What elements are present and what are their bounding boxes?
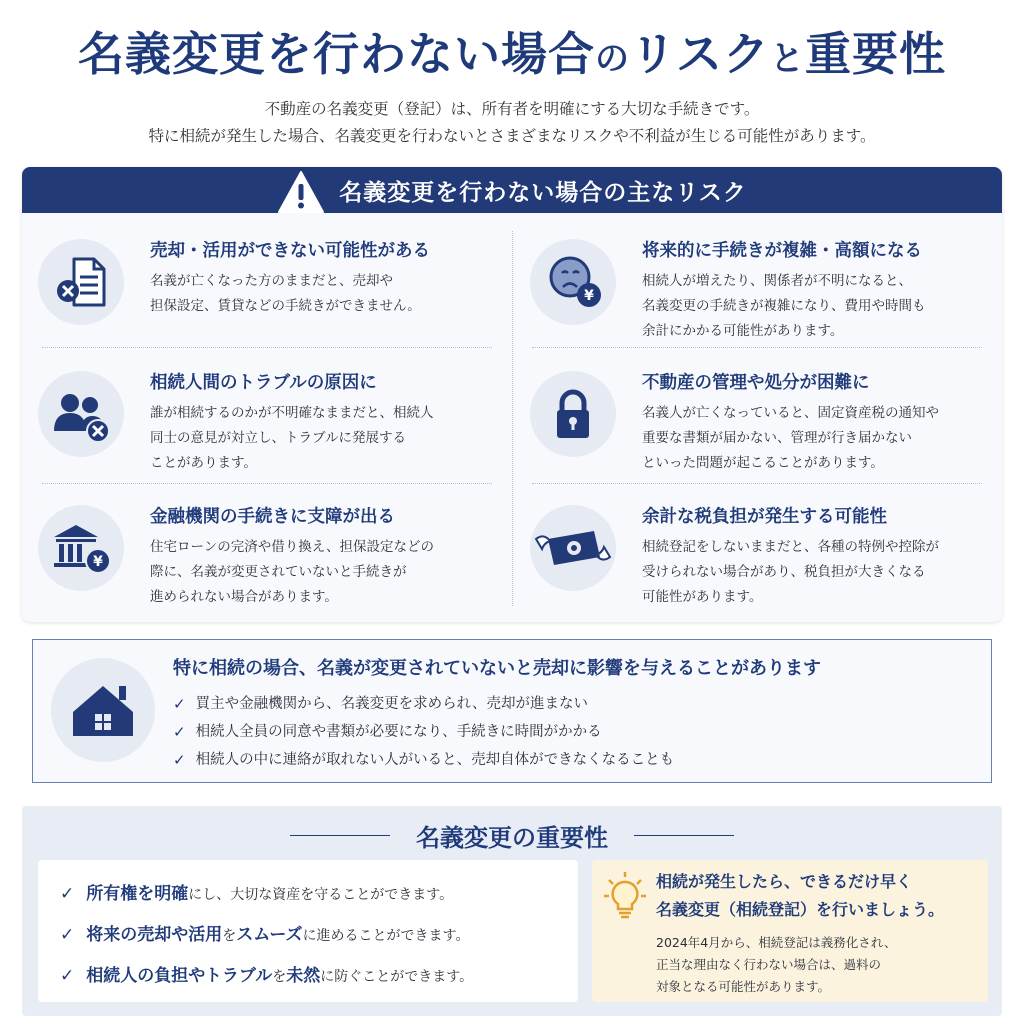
check-icon: ✓ <box>173 751 186 769</box>
risk-item-title: 金融機関の手続きに支障が出る <box>150 507 395 527</box>
point-text: を <box>222 928 237 944</box>
list-item <box>173 690 674 718</box>
title-particle: の <box>594 39 630 79</box>
lightbulb-icon <box>602 870 648 920</box>
house-icon-circle <box>51 658 155 762</box>
svg-text:¥: ¥ <box>584 288 594 304</box>
importance-panel <box>22 806 1002 1016</box>
registration-callout <box>592 860 988 1002</box>
list-item-text: 買主や金融機関から、名義変更を求められ、売却が進まない <box>195 696 588 712</box>
house-icon <box>51 658 155 762</box>
inheritance-list <box>173 690 674 774</box>
flying-money-icon <box>530 505 616 591</box>
risk-icon-circle <box>38 239 124 325</box>
risk-item-title: 売却・活用ができない可能性がある <box>150 241 430 261</box>
risk-item-title: 相続人間のトラブルの原因に <box>150 373 377 393</box>
list-item <box>60 874 473 915</box>
risk-item-text: 名義人が亡くなっていると、固定資産税の通知や 重要な書類が届かない、管理が行き届かない といった問題が起こることがあります。 <box>642 405 939 471</box>
list-item <box>60 915 473 956</box>
risk-item <box>22 365 492 490</box>
importance-heading: 名義変更の重要性 <box>416 823 608 852</box>
point-emphasis: 所有権を明確 <box>86 884 189 904</box>
importance-title <box>22 818 1002 853</box>
intro-line: 特に相続が発生した場合、名義変更を行わないとさまざまなリスクや不利益が生じる可能性があります。 <box>148 127 876 145</box>
page-title <box>0 18 1024 84</box>
bank-yen-icon <box>38 505 124 591</box>
inheritance-note-box <box>32 639 992 783</box>
risk-item-title: 将来的に手続きが複雑・高額になる <box>642 241 922 261</box>
check-icon: ✓ <box>60 884 75 904</box>
intro-text <box>0 96 1024 150</box>
risk-item-text: 相続人が増えたり、関係者が不明になると、 名義変更の手続きが複雑になり、費用や時間も 余計にかかる可能性があります。 <box>642 273 926 339</box>
risk-item <box>514 365 984 490</box>
risk-heading-bar <box>22 167 1002 213</box>
risk-icon-circle <box>38 505 124 591</box>
risk-item <box>22 499 492 622</box>
risk-icon-circle <box>530 239 616 325</box>
risk-item <box>514 233 984 358</box>
risk-icon-circle <box>38 371 124 457</box>
risk-icon-circle <box>530 371 616 457</box>
list-item <box>173 746 674 774</box>
check-icon: ✓ <box>173 723 186 741</box>
list-item-text: 相続人の中に連絡が取れない人がいると、売却自体ができなくなることも <box>195 752 675 768</box>
list-item-text: 相続人全員の同意や書類が必要になり、手続きに時間がかかる <box>195 724 602 740</box>
importance-points-card <box>38 860 578 1002</box>
svg-text:¥: ¥ <box>93 554 103 570</box>
point-text: に防ぐことができます。 <box>320 969 474 985</box>
padlock-icon <box>530 371 616 457</box>
risk-item <box>22 233 492 358</box>
point-text: を <box>272 969 287 985</box>
worried-face-yen-icon <box>530 239 616 325</box>
risk-item-text: 住宅ローンの完済や借り換え、担保設定などの 際に、名義が変更されていないと手続きが 進められない場合があります。 <box>150 539 435 605</box>
risk-item-text: 誰が相続するのかが不明確なままだと、相続人 同士の意見が対立し、トラブルに発展する ことがあります。 <box>150 405 434 471</box>
inheritance-heading: 特に相続の場合、名義が変更されていないと売却に影響を与えることがあります <box>173 658 821 679</box>
risk-item-text: 名義が亡くなった方のままだと、売却や 担保設定、賃貸などの手続きができません。 <box>150 273 421 314</box>
title-rule <box>634 835 734 836</box>
point-emphasis: 将来の売却や活用 <box>86 925 223 945</box>
point-emphasis: 相続人の負担やトラブル <box>86 966 273 986</box>
risk-item-text: 相続登記をしないままだと、各種の特例や控除が 受けられない場合があり、税負担が大きくなる 可能性があります。 <box>642 539 939 605</box>
title-rule <box>290 835 390 836</box>
point-text: にし、大切な資産を守ることができます。 <box>188 887 454 903</box>
check-icon: ✓ <box>173 695 186 713</box>
column-divider <box>512 231 513 606</box>
point-text: に進めることができます。 <box>302 928 470 944</box>
title-particle: と <box>770 39 806 79</box>
point-emphasis: スムーズ <box>236 925 303 945</box>
title-main: 名義変更を行わない場合 <box>77 27 595 81</box>
risk-item-title: 不動産の管理や処分が困難に <box>642 373 870 393</box>
intro-line: 不動産の名義変更（登記）は、所有者を明確にする大切な手続きです。 <box>264 100 760 118</box>
check-icon: ✓ <box>60 925 75 945</box>
point-emphasis: 未然 <box>286 966 321 986</box>
risk-panel <box>22 167 1002 622</box>
title-risk: リスク <box>629 27 771 81</box>
risk-item <box>514 499 984 622</box>
list-item <box>60 956 473 997</box>
list-item <box>173 718 674 746</box>
check-icon: ✓ <box>60 966 75 986</box>
risk-icon-circle <box>530 505 616 591</box>
title-importance: 重要性 <box>805 27 947 81</box>
callout-heading: 相続が発生したら、できるだけ早く 名義変更（相続登記）を行いましょう。 <box>656 872 945 919</box>
warning-triangle-icon <box>277 170 325 214</box>
risk-item-title: 余計な税負担が発生する可能性 <box>642 507 887 527</box>
importance-list <box>60 874 473 997</box>
risk-heading: 名義変更を行わない場合の主なリスク <box>339 179 747 206</box>
people-x-icon <box>38 371 124 457</box>
document-x-icon <box>38 239 124 325</box>
callout-text: 2024年4月から、相続登記は義務化され、 正当な理由なく行わない場合は、過料の 対象となる可能性があります。 <box>656 935 897 994</box>
